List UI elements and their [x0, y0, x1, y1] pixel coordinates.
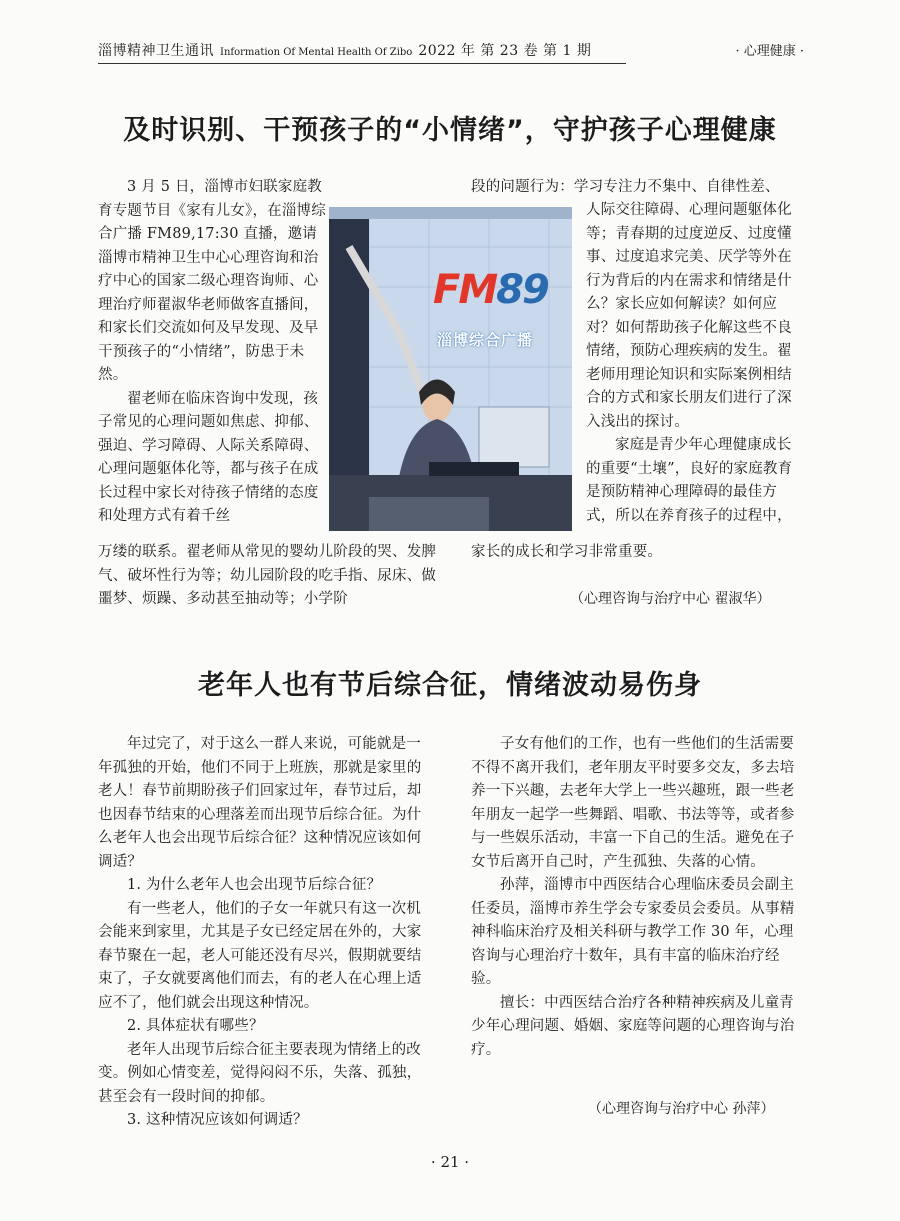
paragraph: 子女有他们的工作，也有一些他们的生活需要不得不离开我们，老年朋友平时要多交友，多去培养一下兴趣，去老年大学上一些兴趣班，跟一些老年朋友一起学一些舞蹈、唱歌、书法等等，或者参与一些娱乐活动，丰富一下自己的生活。避免在子女节后离开自己时，产生孤独、失落的心情。 — [471, 736, 795, 870]
issue-info: 2022 年 第 23 卷 第 1 期 — [418, 43, 592, 59]
article1-left-column — [98, 176, 328, 529]
paragraph: 3 月 5 日，淄博市妇联家庭教育专题节目《家有儿女》，在淄博综合广播 FM89,17:30 直播，邀请淄博市精神卫生中心心理咨询和治疗中心的国家二级心理咨询师、心理治疗师翟淑华老师做客直播间，和家长们交流如何及早发现、及早干预孩子的“小情绪”，防患于未然。 — [98, 179, 326, 383]
paragraph: 家长的成长和学习非常重要。 — [471, 544, 663, 560]
article1-left-column-bottom — [98, 541, 443, 612]
article2-title: 老年人也有节后综合征，情绪波动易伤身 — [198, 670, 702, 701]
paragraph: 翟老师在临床咨询中发现，孩子常见的心理问题如焦虑、抑郁、强迫、学习障碍、人际关系障碍、心理问题躯体化等，都与孩子在成长过程中家长对待孩子情绪的态度和处理方式有着千丝 — [98, 390, 319, 524]
journal-name-en: Information Of Mental Health Of Zibo — [220, 47, 413, 58]
section-tag: · 心理健康 · — [735, 44, 804, 59]
paragraph: 段的问题行为：学习专注力不集中、自律性差、 — [471, 179, 780, 195]
article2-byline: （心理咨询与治疗中心 孙萍） — [588, 1101, 775, 1117]
subheading: 1. 为什么老年人也会出现节后综合征？ — [127, 877, 382, 893]
header-rule — [98, 63, 626, 64]
paragraph: 万缕的联系。翟老师从常见的婴幼儿阶段的哭、发脾气、破坏性行为等；幼儿园阶段的吃手指、尿床、做噩梦、烦躁、多动甚至抽动等；小学阶 — [98, 544, 437, 607]
running-header — [98, 40, 628, 60]
fm89-logo: FM89 — [433, 267, 548, 313]
article2-right-column — [471, 733, 803, 1062]
station-name: 淄博综合广播 — [437, 331, 534, 349]
paragraph: 老年人出现节后综合征主要表现为情绪上的改变。例如心情变差，觉得闷闷不乐，失落、孤独，甚至会有一段时间的抑郁。 — [98, 1041, 422, 1105]
author-specialty: 擅长：中西医结合治疗各种精神疾病及儿童青少年心理问题、婚姻、家庭等问题的心理咨询与治疗。 — [471, 994, 795, 1058]
paragraph: 年过完了，对于这么一群人来说，可能就是一年孤独的开始，他们不同于上班族，那就是家里的老人！春节前期盼孩子们回家过年，春节过后，却也因春节结束的心理落差而出现节后综合征。为什么老年人也会出现节后综合征？这种情况应该如何调适？ — [98, 736, 422, 870]
subheading: 2. 具体症状有哪些？ — [127, 1018, 264, 1034]
article1-right-column-top — [471, 176, 811, 200]
page-number: · 21 · — [430, 1153, 470, 1171]
radio-studio-photo — [329, 207, 572, 531]
studio-illustration — [329, 207, 572, 531]
paragraph: 家庭是青少年心理健康成长的重要“土壤”，良好的家庭教育是预防精神心理障碍的最佳方式，所以在养育孩子的过程中， — [586, 437, 793, 524]
article2-left-column — [98, 733, 430, 1133]
paragraph: 人际交往障碍、心理问题躯体化等；青春期的过度逆反、过度懂事、过度追求完美、厌学等外在行为背后的内在需求和情绪是什么？家长应如何解读？如何应对？如何帮助孩子化解这些不良情绪，预防心理疾病的发生。翟老师用理论知识和实际案例相结合的方式和家长朋友们进行了深入浅出的探讨。 — [586, 202, 792, 430]
author-bio: 孙萍，淄博市中西医结合心理临床委员会副主任委员，淄博市养生学会专家委员会委员。从事精神科临床治疗及相关科研与教学工作 30 年，心理咨询与心理治疗十数年，具有丰富的临床治疗经验。 — [471, 877, 795, 987]
article1-right-column-bottom — [471, 541, 811, 565]
article1-byline: （心理咨询与治疗中心 翟淑华） — [570, 591, 771, 607]
article1-title: 及时识别、干预孩子的“小情绪”，守护孩子心理健康 — [123, 115, 777, 146]
journal-name-cn: 淄博精神卫生通讯 — [98, 43, 214, 59]
article1-right-column — [586, 199, 802, 528]
paragraph: 有一些老人，他们的子女一年就只有这一次机会能来到家里，尤其是子女已经定居在外的，大家春节聚在一起，老人可能还没有尽兴，假期就要结束了，子女就要离他们而去，有的老人在心理上适应不了，他们就会出现这种情况。 — [98, 900, 422, 1011]
subheading: 3. 这种情况应该如何调适？ — [127, 1112, 308, 1128]
